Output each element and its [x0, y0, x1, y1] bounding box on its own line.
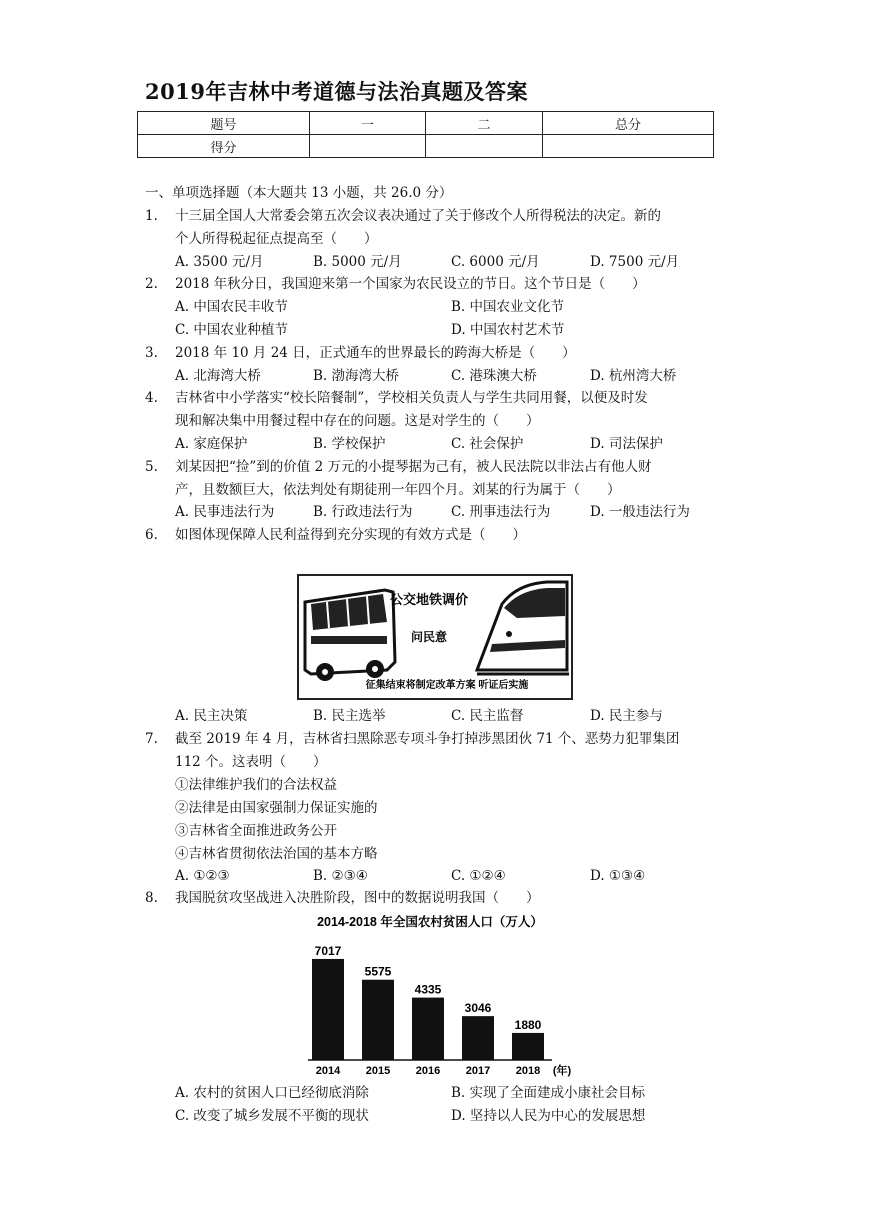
score-input-cell[interactable]: [543, 135, 714, 158]
data-label: 7017: [314, 943, 342, 958]
statement: ④吉林省贯彻依法治国的基本方略: [175, 846, 378, 862]
poverty-bar-chart: [300, 910, 590, 1080]
score-table: [137, 111, 714, 158]
option-b[interactable]: B. 行政违法行为: [313, 504, 413, 520]
figure-center-text: 问民意: [410, 630, 448, 644]
x-axis-unit: (年): [552, 1065, 572, 1077]
option-d[interactable]: D. 一般违法行为: [590, 504, 690, 520]
option-a[interactable]: A. 民事违法行为: [175, 504, 275, 520]
question-text: 截至 2019 年 4 月，吉林省扫黑除恶专项斗争打掉涉黑团伙 71 个、恶势力犯罪集团: [175, 731, 680, 747]
bus-subway-figure: [297, 574, 573, 700]
question-text: 如图体现保障人民利益得到充分实现的有效方式是（ ）: [175, 527, 526, 543]
bar-2015: [362, 980, 394, 1060]
question-text: 产，且数额巨大，依法判处有期徒刑一年四个月。刘某的行为属于（ ）: [175, 482, 621, 498]
option-a[interactable]: A. 中国农民丰收节: [175, 299, 288, 315]
question-number: 8.: [145, 890, 158, 906]
figure-caption: 征集结束将制定改革方案 听证后实施: [365, 680, 529, 691]
option-b[interactable]: B. 中国农业文化节: [451, 299, 565, 315]
question-text: 现和解决集中用餐过程中存在的问题。这是对学生的（ ）: [175, 413, 540, 429]
statement: ③吉林省全面推进政务公开: [175, 823, 337, 839]
option-d[interactable]: D. 中国农村艺术节: [451, 322, 565, 338]
question-number: 1.: [145, 208, 158, 224]
option-b[interactable]: B. ②③④: [313, 868, 368, 884]
figure-headline: 公交地铁调价: [389, 592, 469, 607]
question-number: 6.: [145, 527, 158, 543]
question-number: 3.: [145, 345, 158, 361]
bar-2017: [462, 1016, 494, 1060]
option-c[interactable]: C. 民主监督: [451, 708, 524, 724]
section-heading: 一、单项选择题（本大题共 13 小题，共 26.0 分）: [145, 185, 453, 201]
option-c[interactable]: C. ①②④: [451, 868, 506, 884]
question-text: 2018 年秋分日，我国迎来第一个国家为农民设立的节日。这个节日是（ ）: [175, 276, 646, 292]
table-cell: 一: [310, 112, 426, 135]
bar-2018: [512, 1033, 544, 1060]
statement: ②法律是由国家强制力保证实施的: [175, 800, 378, 816]
option-d[interactable]: D. 司法保护: [590, 436, 663, 452]
data-label: 1880: [514, 1017, 542, 1032]
table-cell: 总分: [543, 112, 714, 135]
option-d[interactable]: D. ①③④: [590, 868, 646, 884]
table-cell: 得分: [138, 135, 310, 158]
option-b[interactable]: B. 渤海湾大桥: [313, 368, 400, 384]
question-text: 我国脱贫攻坚战进入决胜阶段，图中的数据说明我国（ ）: [175, 890, 540, 906]
option-d[interactable]: D. 坚持以人民为中心的发展思想: [451, 1108, 646, 1124]
table-cell: 二: [426, 112, 543, 135]
score-table-row: [138, 135, 714, 158]
question-number: 4.: [145, 390, 158, 406]
option-c[interactable]: C. 刑事违法行为: [451, 504, 551, 520]
option-c[interactable]: C. 社会保护: [451, 436, 524, 452]
option-c[interactable]: C. 6000 元/月: [451, 254, 540, 270]
option-b[interactable]: B. 5000 元/月: [313, 254, 402, 270]
data-label: 4335: [414, 982, 442, 997]
option-d[interactable]: D. 杭州湾大桥: [590, 368, 677, 384]
option-a[interactable]: A. 家庭保护: [175, 436, 248, 452]
bar-2014: [312, 959, 344, 1060]
option-a[interactable]: A. ①②③: [175, 868, 230, 884]
x-tick-label: 2014: [315, 1065, 341, 1077]
statement: ①法律维护我们的合法权益: [175, 777, 337, 793]
bus-icon: [305, 590, 395, 681]
option-a[interactable]: A. 农村的贫困人口已经彻底消除: [175, 1085, 369, 1101]
x-tick-label: 2016: [415, 1065, 441, 1077]
option-a[interactable]: A. 3500 元/月: [175, 254, 264, 270]
x-tick-label: 2017: [465, 1065, 491, 1077]
option-a[interactable]: A. 民主决策: [175, 708, 248, 724]
data-label: 3046: [464, 1001, 492, 1016]
option-c[interactable]: C. 中国农业种植节: [175, 322, 288, 338]
x-tick-label: 2015: [365, 1065, 391, 1077]
score-input-cell[interactable]: [310, 135, 426, 158]
option-c[interactable]: C. 改变了城乡发展不平衡的现状: [175, 1108, 369, 1124]
question-text: 2018 年 10 月 24 日，正式通车的世界最长的跨海大桥是（ ）: [175, 345, 576, 361]
question-text: 十三届全国人大常委会第五次会议表决通过了关于修改个人所得税法的决定。新的: [175, 208, 661, 224]
chart-title: 2014-2018 年全国农村贫困人口（万人）: [317, 915, 543, 929]
option-d[interactable]: D. 7500 元/月: [590, 254, 680, 270]
score-input-cell[interactable]: [426, 135, 543, 158]
score-table-row: [138, 112, 714, 135]
option-a[interactable]: A. 北海湾大桥: [175, 368, 261, 384]
option-b[interactable]: B. 学校保护: [313, 436, 386, 452]
question-number: 5.: [145, 459, 158, 475]
question-number: 2.: [145, 276, 158, 292]
table-cell: 题号: [138, 112, 310, 135]
question-text: 112 个。这表明（ ）: [175, 754, 327, 770]
page-title: 2019年吉林中考道德与法治真题及答案: [145, 79, 528, 104]
question-text: 刘某因把“捡”到的价值 2 万元的小提琴据为己有，被人民法院以非法占有他人财: [175, 459, 652, 475]
option-b[interactable]: B. 实现了全面建成小康社会目标: [451, 1085, 646, 1101]
option-c[interactable]: C. 港珠澳大桥: [451, 368, 537, 384]
question-text: 吉林省中小学落实“校长陪餐制”，学校相关负责人与学生共同用餐，以便及时发: [175, 390, 648, 406]
bar-2016: [412, 998, 444, 1060]
data-label: 5575: [364, 964, 392, 979]
option-d[interactable]: D. 民主参与: [590, 708, 663, 724]
x-tick-label: 2018: [515, 1065, 541, 1077]
question-number: 7.: [145, 731, 158, 747]
option-b[interactable]: B. 民主选举: [313, 708, 386, 724]
question-text: 个人所得税起征点提高至（ ）: [175, 231, 378, 247]
